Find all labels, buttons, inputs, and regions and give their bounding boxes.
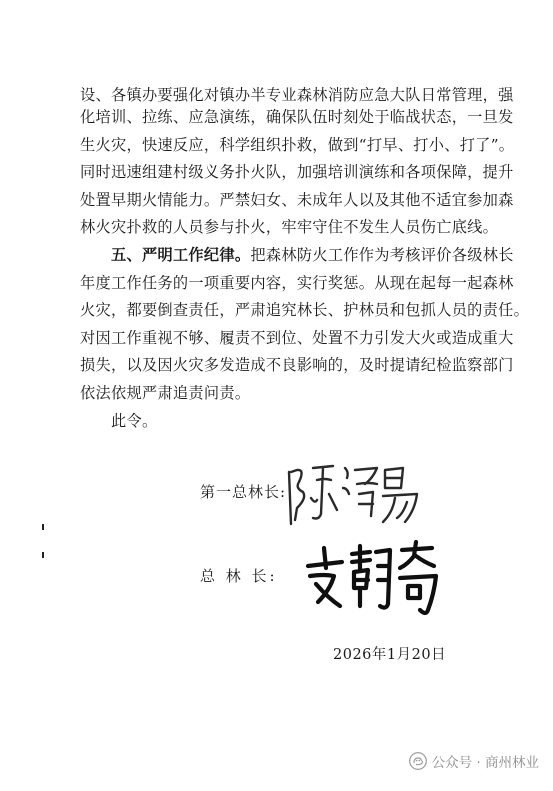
body-line-6: 林火灾扑救的人员参与扑火，牢牢守住不发生人员伤亡底线。 [80,218,499,237]
body-line-2: 化培训、拉练、应急演练，确保队伍时刻处于临战状态，一旦发 [80,108,514,126]
section-five-heading: 五、严明工作纪律。 [111,245,251,264]
wechat-icon [409,752,427,770]
body-line-5: 处置早期火情能力。严禁妇女、未成年人以及其他不适宜参加森 [80,190,514,209]
chief-signature [300,540,442,620]
section-five-first-text: 把森林防火工作作为考核评价各级林长 [250,245,514,264]
body-line-4: 同时迅速组建村级义务扑火队，加强培训演练和各项保障，提升 [80,163,514,182]
document-date: 2026年1月20日 [333,647,447,663]
first-chief-signature [285,458,425,528]
body-line-8: 年度工作任务的一项重要内容，实行奖惩。从现在起每一起森林 [80,273,514,292]
chief-label: 总 林 长: [200,567,278,585]
watermark-text: 公众号 · 商州林业 [431,755,539,771]
margin-mark [42,524,44,530]
body-line-9: 火灾，都要倒查责任，严肃追究林长、护林员和包抓人员的责任。 [80,301,530,320]
body-line-11: 损失，以及因火灾多发造成不良影响的，及时提请纪检监察部门 [80,356,514,375]
body-line-12: 依法依规严肃追责问责。 [80,383,251,402]
closing-phrase: 此令。 [111,411,158,430]
section-five-first-line [80,242,514,270]
margin-mark [42,552,44,558]
body-line-1: 设、各镇办要强化对镇办半专业森林消防应急大队日常管理，强 [80,86,514,104]
first-chief-label: 第一总林长: [200,483,287,501]
document-body [80,86,530,435]
watermark [409,751,539,771]
body-line-3: 生火灾，快速反应，科学组织扑救，做到“打早、打小、打了”。 [80,135,515,154]
body-line-10: 对因工作重视不够、履责不到位、处置不力引发大火或造成重大 [80,328,514,347]
